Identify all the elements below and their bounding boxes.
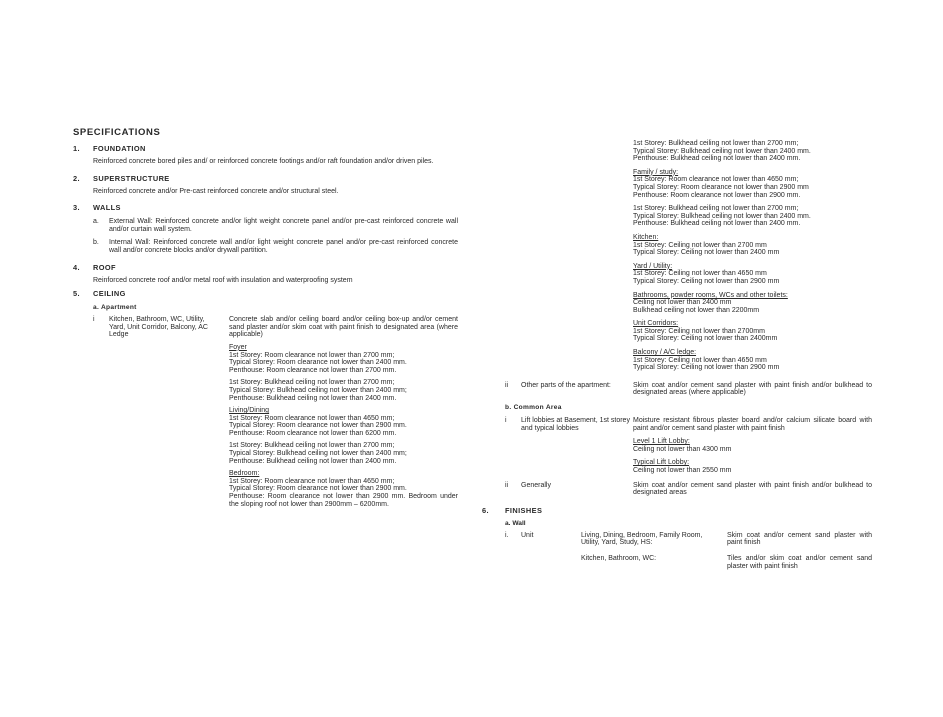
family-line: Penthouse: Room clearance not lower than 2900 mm. [633, 191, 801, 199]
top-line: 1st Storey: Bulkhead ceiling not lower than 2700 mm; [633, 140, 799, 147]
wall-row-unit [505, 532, 872, 547]
row-area: Other parts of the apartment: [521, 381, 611, 389]
family-bulkhead-line: Penthouse: Bulkhead ceiling not lower than 2400 mm. [633, 220, 801, 228]
common-area-subheading: b. Common Area [505, 404, 562, 412]
section-title: FOUNDATION [93, 144, 146, 153]
section-number: 2. [73, 173, 80, 183]
bath-group [633, 292, 869, 315]
section-title: SUPERSTRUCTURE [93, 173, 170, 183]
foyer-bulkhead-group [229, 379, 458, 402]
bath-label: Bathrooms, powder rooms, WCs and other toilets: [633, 291, 788, 299]
foyer-line: Penthouse: Room clearance not lower than 2700 mm. [229, 366, 397, 374]
row-area: Living, Dining, Bedroom, Family Room, Utility, Yard, Study, HS: [581, 531, 703, 547]
row-category: Unit [521, 531, 534, 539]
row-area: Lift lobbies at Basement, 1st storey and typical lobbies [521, 417, 630, 432]
kitchen-group [633, 234, 869, 257]
kitchen-label: Kitchen: [633, 233, 659, 241]
row-numeral: i [93, 316, 95, 324]
foyer-line: 1st Storey: Room clearance not lower than 2700 mm; [229, 351, 395, 359]
ceiling-general-text: Concrete slab and/or ceiling board and/or ceiling box-up and/or cement sand plaster and/or skim coat with paint finish to designated area (where applicable) [229, 316, 458, 339]
level1-lobby-group [633, 438, 872, 453]
right-column [482, 140, 872, 570]
bath-line: Ceiling not lower than 2400 mm [633, 299, 732, 307]
roof-text: Reinforced concrete roof and/or metal roof with insulation and waterproofing system [93, 276, 353, 284]
row-area: Generally [521, 481, 551, 489]
row-numeral: ii [505, 481, 509, 489]
common-row-i [505, 417, 872, 475]
top-bulkhead-group [633, 140, 869, 163]
wall-row-kitchen [505, 555, 872, 570]
ceiling-row-i [93, 316, 458, 508]
row-description [229, 316, 458, 508]
foyer-bulkhead-line: 1st Storey: Bulkhead ceiling not lower than 2700 mm; [229, 379, 395, 387]
section-number: 5. [73, 289, 80, 299]
section-superstructure-heading [73, 174, 458, 183]
section-finishes-heading [482, 506, 872, 515]
corridor-line: 1st Storey: Ceiling not lower than 2700mm [633, 327, 765, 335]
right-continuation [633, 140, 869, 372]
family-bulkhead-line: Typical Storey: Bulkhead ceiling not lower than 2400 mm. [633, 212, 811, 220]
foyer-label: Foyer [229, 343, 247, 351]
row-area: Kitchen, Bathroom, WC, Utility, Yard, Unit Corridor, Balcony, AC Ledge [109, 316, 208, 339]
section-walls-heading [73, 203, 458, 212]
item-text: Internal Wall: Reinforced concrete wall and/or light weight concrete panel and/or pre-cast reinforced concrete wall and/or concrete blocks and/or drywall partition. [109, 239, 458, 254]
yard-group [633, 263, 869, 286]
living-line: Typical Storey: Room clearance not lower than 2900 mm. [229, 422, 407, 430]
typical-lobby-label: Typical Lift Lobby: [633, 459, 690, 467]
family-group [633, 169, 869, 199]
common-row-ii [505, 482, 872, 497]
foyer-line: Typical Storey: Room clearance not lower than 2400 mm. [229, 359, 407, 367]
section-number: 1. [73, 144, 80, 153]
row-numeral: i. [505, 531, 509, 539]
bedroom-line: 1st Storey: Room clearance not lower than 4650 mm; [229, 477, 395, 485]
corridor-label: Unit Corridors: [633, 320, 679, 328]
section-ceiling-heading [73, 289, 458, 298]
foundation-text: Reinforced concrete bored piles and/ or reinforced concrete footings and/or raft foundation and/or driven piles. [93, 158, 434, 165]
living-bulkhead-line: Typical Storey: Bulkhead ceiling not lower than 2400 mm; [229, 450, 407, 458]
section-roof-heading [73, 263, 458, 272]
yard-label: Yard / Utility: [633, 262, 673, 270]
level1-lobby-line: Ceiling not lower than 4300 mm [633, 445, 732, 453]
yard-line: 1st Storey: Ceiling not lower than 4650 mm [633, 270, 767, 278]
item-text: External Wall: Reinforced concrete and/or light weight concrete panel and/or pre-cast reinforced concrete wall and/or curtain wall system. [109, 218, 458, 233]
item-label: a. [93, 218, 99, 226]
corridor-group [633, 320, 869, 343]
bedroom-label: Bedroom: [229, 470, 260, 478]
top-line: Penthouse: Bulkhead ceiling not lower than 2400 mm. [633, 155, 801, 163]
living-line: 1st Storey: Room clearance not lower than 4650 mm; [229, 414, 395, 422]
section-number: 6. [482, 505, 489, 515]
row-area: Kitchen, Bathroom, WC: [581, 554, 657, 562]
row-description: Skim coat and/or cement sand plaster with paint finish and/or bulkhead to designated areas [633, 481, 872, 497]
common-general-text: Moisture resistant fibrous plaster board and/or calcium silicate board with paint and/or cement sand plaster with paint finish [633, 417, 872, 432]
corridor-line: Typical Storey: Ceiling not lower than 2400mm [633, 335, 778, 343]
section-number: 3. [73, 203, 80, 213]
section-title: ROOF [93, 262, 116, 272]
family-line: 1st Storey: Room clearance not lower than 4650 mm; [633, 176, 799, 184]
bath-line: Bulkhead ceiling not lower than 2200mm [633, 306, 760, 314]
row-description: Tiles and/or skim coat and/or cement sand plaster with paint finish [727, 554, 872, 570]
top-line: Typical Storey: Bulkhead ceiling not lower than 2400 mm. [633, 147, 811, 155]
bedroom-line: Penthouse: Room clearance not lower than 2900 mm. Bedroom under the sloping roof not lower than 2900mm – 6200mm. [229, 493, 458, 508]
family-line: Typical Storey: Room clearance not lower than 2900 mm [633, 183, 809, 191]
apartment-subheading: a. Apartment [93, 304, 137, 312]
family-label: Family / study: [633, 168, 679, 176]
row-numeral: ii [505, 381, 509, 389]
level1-lobby-label: Level 1 Lift Lobby: [633, 438, 690, 446]
balcony-line: 1st Storey: Ceiling not lower than 4650 mm [633, 356, 767, 364]
kitchen-line: 1st Storey: Ceiling not lower than 2700 mm [633, 241, 767, 249]
walls-item-b [93, 239, 458, 254]
row-description [633, 417, 872, 475]
superstructure-text: Reinforced concrete and/or Pre-cast reinforced concrete and/or structural steel. [93, 187, 339, 195]
item-label: b. [93, 239, 99, 247]
section-title: FINISHES [505, 505, 543, 515]
kitchen-line: Typical Storey: Ceiling not lower than 2400 mm [633, 249, 780, 257]
family-bulkhead-group [633, 205, 869, 228]
yard-line: Typical Storey: Ceiling not lower than 2900 mm [633, 277, 780, 285]
left-column [73, 127, 458, 508]
bedroom-group [229, 470, 458, 508]
balcony-line: Typical Storey: Ceiling not lower than 2900 mm [633, 364, 780, 372]
section-number: 4. [73, 262, 80, 272]
living-bulkhead-line: Penthouse: Bulkhead ceiling not lower than 2400 mm. [229, 457, 397, 465]
row-numeral: i [505, 417, 507, 425]
balcony-label: Balcony / A/C ledge: [633, 349, 697, 357]
bedroom-line: Typical Storey: Room clearance not lower than 2900 mm. [229, 485, 407, 493]
section-title: WALLS [93, 203, 121, 213]
living-bulkhead-line: 1st Storey: Bulkhead ceiling not lower than 2700 mm; [229, 442, 395, 450]
wall-subheading: a. Wall [505, 519, 526, 527]
foyer-bulkhead-line: Penthouse: Bulkhead ceiling not lower than 2400 mm. [229, 394, 397, 402]
foyer-bulkhead-line: Typical Storey: Bulkhead ceiling not lower than 2400 mm; [229, 386, 407, 394]
living-line: Penthouse: Room clearance not lower than 6200 mm. [229, 429, 397, 437]
ceiling-row-ii [505, 382, 872, 397]
family-bulkhead-line: 1st Storey: Bulkhead ceiling not lower than 2700 mm; [633, 205, 799, 213]
walls-item-a [93, 218, 458, 233]
page-title: SPECIFICATIONS [73, 127, 161, 138]
typical-lobby-line: Ceiling not lower than 2550 mm [633, 467, 732, 474]
typical-lobby-group [633, 459, 872, 474]
living-bulkhead-group [229, 442, 458, 465]
section-foundation-heading [73, 144, 458, 153]
living-label: Living/Dining [229, 407, 270, 415]
living-group [229, 407, 458, 437]
balcony-group [633, 349, 869, 372]
row-description: Skim coat and/or cement sand plaster with paint finish [727, 531, 872, 547]
section-title: CEILING [93, 289, 126, 299]
foyer-group [229, 344, 458, 374]
row-description: Skim coat and/or cement sand plaster with paint finish and/or bulkhead to designated areas (where applicable) [633, 381, 872, 397]
